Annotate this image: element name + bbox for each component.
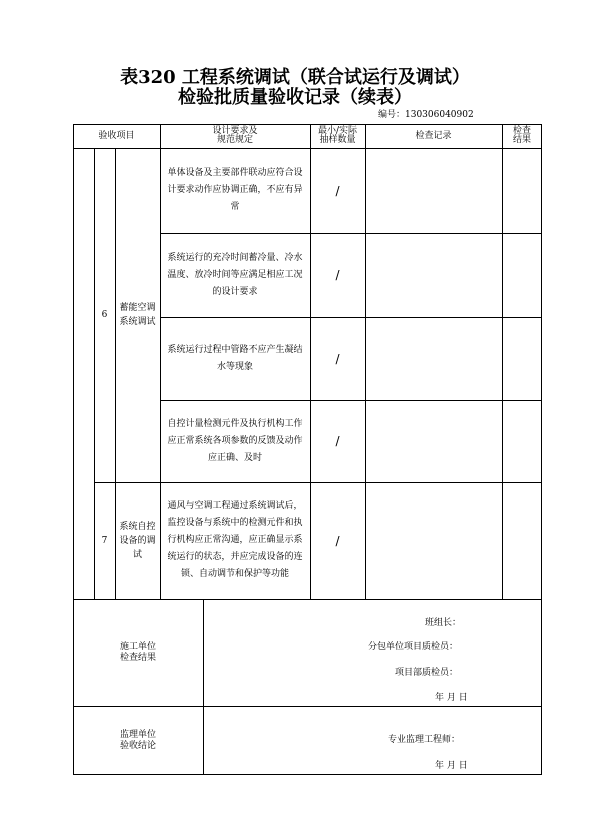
sample-value: / [335, 533, 340, 548]
sample-cell [310, 482, 365, 599]
construction-label [73, 599, 203, 706]
sample-value: / [335, 434, 340, 448]
group-name-line1: 系统自控 [119, 521, 156, 532]
construction-label-line1: 施工单位 [119, 641, 156, 652]
requirement-line: 单体设备及主要部件联动应符合设 [167, 168, 303, 178]
requirement-line: 自控计量检测元件及执行机构工作 [167, 418, 303, 429]
header-record [365, 124, 502, 148]
requirement-cell [160, 148, 310, 233]
requirement-line: 的设计要求 [212, 286, 258, 297]
header-item [73, 124, 160, 148]
header-design-line1: 设计要求及 [212, 126, 258, 136]
requirement-cell [160, 482, 310, 599]
header-item-label: 验收项目 [98, 131, 135, 141]
requirement-line: 计要求动作应协调正确，不应有异 [167, 185, 303, 195]
form-title-line1: 表320 工程系统调试（联合试运行及调试） [120, 67, 470, 88]
col-divider [502, 124, 503, 599]
header-sample-line2: 抽样数量 [319, 135, 356, 145]
sample-value: / [335, 183, 340, 198]
requirement-line: 应正确、及时 [207, 452, 262, 463]
requirement-line: 水等现象 [216, 361, 253, 372]
requirement-cell [160, 233, 310, 317]
header-sample-line1: 最小/实际 [317, 126, 358, 136]
sub-inspector-signature: 分包单位项目质检员： [368, 642, 459, 652]
group-name-line3: 试 [132, 549, 142, 560]
header-result [502, 124, 542, 148]
dept-inspector-signature: 项目部质检员： [395, 668, 459, 678]
group-name-line2: 系统调试 [119, 317, 156, 327]
group-name [115, 482, 160, 599]
group-number [94, 482, 115, 599]
group-name-line2: 设备的调 [119, 535, 156, 546]
requirement-line: 应正常系统各项参数的反馈及动作 [167, 435, 303, 446]
col-divider [203, 599, 204, 775]
header-record-label: 检查记录 [415, 131, 452, 141]
requirement-line: 监控设备与系统中的检测元件和执 [167, 518, 303, 528]
col-divider [365, 124, 366, 599]
form-title-line2: 检验批质量验收记录（续表） [178, 87, 412, 108]
group-name [115, 148, 160, 482]
sample-cell [310, 317, 365, 400]
supervision-date: 年 月 日 [435, 761, 468, 771]
group-number [94, 148, 115, 482]
supervision-label [73, 706, 203, 775]
requirement-line: 统运行的状态，并应完成设备的连 [167, 552, 303, 562]
requirement-cell [160, 317, 310, 400]
supervision-label-line2: 验收结论 [119, 740, 156, 751]
construction-label-line2: 检查结果 [119, 652, 156, 663]
header-result-line1: 检查 [512, 126, 531, 136]
supervision-label-line1: 监理单位 [119, 729, 156, 740]
header-sample [310, 124, 365, 148]
sample-value: / [335, 351, 340, 366]
group-name-line1: 蓄能空调 [119, 303, 156, 313]
supervision-engineer-signature: 专业监理工程师： [388, 735, 461, 745]
requirement-line: 系统运行的充冷时间蓄冷量、冷水 [167, 252, 303, 263]
group-number-text: 6 [101, 310, 108, 320]
header-design-line2: 规范规定 [216, 135, 253, 145]
team-leader-signature: 班组长： [425, 618, 462, 628]
requirement-line: 常 [230, 202, 240, 212]
requirement-line: 通风与空调工程通过系统调试后， [167, 501, 303, 511]
form-code: 编号：130306040902 [378, 110, 474, 120]
sample-cell [310, 148, 365, 233]
requirement-line: 锁、自动调节和保护等功能 [180, 569, 289, 579]
requirement-line: 系统运行过程中管路不应产生凝结 [167, 344, 303, 355]
requirement-line: 温度、放冷时间等应满足相应工况 [167, 269, 303, 280]
construction-date: 年 月 日 [435, 693, 468, 703]
sample-cell [310, 233, 365, 317]
group-number-text: 7 [101, 535, 108, 546]
requirement-cell [160, 400, 310, 482]
sample-cell [310, 400, 365, 482]
sample-value: / [335, 268, 340, 282]
requirement-line: 行机构应正常沟通，应正确显示系 [167, 535, 303, 545]
header-design [160, 124, 310, 148]
header-result-line2: 结果 [512, 135, 531, 145]
